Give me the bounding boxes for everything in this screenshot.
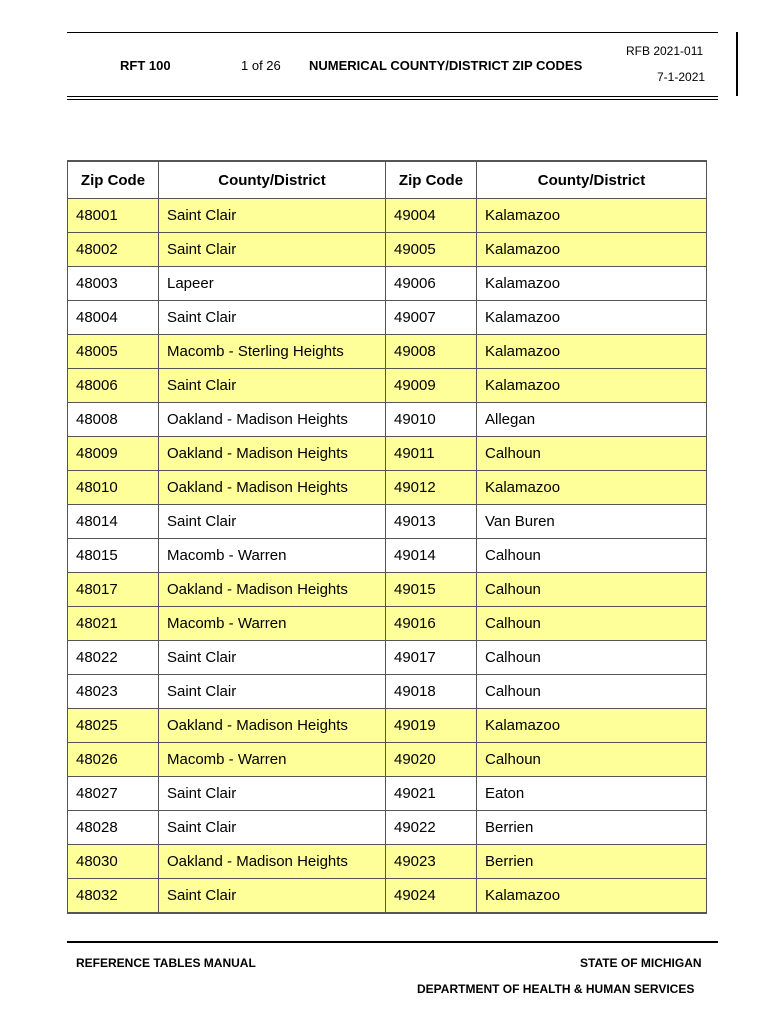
county-district-cell: Saint Clair <box>159 199 386 233</box>
table-row <box>68 845 707 879</box>
table-row <box>68 607 707 641</box>
zip-code-cell: 48006 <box>68 369 159 403</box>
county-district-cell: Oakland - Madison Heights <box>159 437 386 471</box>
table-row <box>68 335 707 369</box>
table-row <box>68 437 707 471</box>
county-district-cell: Calhoun <box>477 743 707 777</box>
zip-code-table <box>67 160 707 914</box>
table-row <box>68 811 707 845</box>
table-row <box>68 199 707 233</box>
header-bottom-rule-2 <box>67 99 718 100</box>
county-district-cell: Saint Clair <box>159 369 386 403</box>
bulletin-number: RFB 2021-011 <box>626 44 704 58</box>
county-district-cell: Kalamazoo <box>477 267 707 301</box>
county-district-cell: Van Buren <box>477 505 707 539</box>
zip-code-cell: 48017 <box>68 573 159 607</box>
zip-code-cell: 48030 <box>68 845 159 879</box>
zip-code-cell: 48026 <box>68 743 159 777</box>
table-row <box>68 573 707 607</box>
county-district-cell: Allegan <box>477 403 707 437</box>
zip-code-cell: 49007 <box>386 301 477 335</box>
zip-code-cell: 48014 <box>68 505 159 539</box>
county-district-cell: Berrien <box>477 845 707 879</box>
zip-code-cell: 49011 <box>386 437 477 471</box>
county-district-cell: Calhoun <box>477 675 707 709</box>
zip-code-cell: 48022 <box>68 641 159 675</box>
column-header: Zip Code <box>68 161 159 199</box>
zip-code-cell: 49023 <box>386 845 477 879</box>
county-district-cell: Saint Clair <box>159 301 386 335</box>
zip-code-cell: 48032 <box>68 879 159 914</box>
zip-code-cell: 49016 <box>386 607 477 641</box>
county-district-cell: Oakland - Madison Heights <box>159 403 386 437</box>
column-header: Zip Code <box>386 161 477 199</box>
header-side-bar <box>736 32 738 96</box>
zip-code-cell: 48002 <box>68 233 159 267</box>
header-top-rule <box>67 32 718 33</box>
zip-code-cell: 49012 <box>386 471 477 505</box>
bulletin-date: 7-1-2021 <box>657 70 706 84</box>
zip-code-cell: 49006 <box>386 267 477 301</box>
zip-code-cell: 49008 <box>386 335 477 369</box>
table-row <box>68 267 707 301</box>
table-row <box>68 777 707 811</box>
county-district-cell: Calhoun <box>477 641 707 675</box>
zip-code-cell: 49005 <box>386 233 477 267</box>
table-row <box>68 539 707 573</box>
table-row <box>68 369 707 403</box>
county-district-cell: Kalamazoo <box>477 471 707 505</box>
county-district-cell: Eaton <box>477 777 707 811</box>
table-row <box>68 675 707 709</box>
county-district-cell: Saint Clair <box>159 641 386 675</box>
zip-code-cell: 49010 <box>386 403 477 437</box>
footer-manual-name: REFERENCE TABLES MANUAL <box>76 956 256 970</box>
county-district-cell: Saint Clair <box>159 777 386 811</box>
column-header: County/District <box>477 161 707 199</box>
zip-code-cell: 49018 <box>386 675 477 709</box>
zip-code-cell: 49020 <box>386 743 477 777</box>
zip-code-cell: 49014 <box>386 539 477 573</box>
county-district-cell: Macomb - Warren <box>159 743 386 777</box>
county-district-cell: Kalamazoo <box>477 233 707 267</box>
county-district-cell: Oakland - Madison Heights <box>159 471 386 505</box>
zip-code-cell: 48027 <box>68 777 159 811</box>
zip-code-cell: 49013 <box>386 505 477 539</box>
page-title: NUMERICAL COUNTY/DISTRICT ZIP CODES <box>309 58 583 73</box>
table-row <box>68 743 707 777</box>
zip-code-cell: 48028 <box>68 811 159 845</box>
table-row <box>68 471 707 505</box>
header-bottom-rule <box>67 96 718 97</box>
table-body <box>68 199 707 914</box>
zip-code-cell: 49017 <box>386 641 477 675</box>
zip-code-cell: 49019 <box>386 709 477 743</box>
county-district-cell: Kalamazoo <box>477 301 707 335</box>
page-count: 1 of 26 <box>241 58 281 73</box>
county-district-cell: Calhoun <box>477 573 707 607</box>
county-district-cell: Oakland - Madison Heights <box>159 709 386 743</box>
zip-code-cell: 48001 <box>68 199 159 233</box>
zip-code-cell: 49024 <box>386 879 477 914</box>
footer-state: STATE OF MICHIGAN <box>580 956 702 970</box>
zip-code-table-container <box>67 160 706 914</box>
zip-code-cell: 49009 <box>386 369 477 403</box>
table-header-row <box>68 161 707 199</box>
form-id: RFT 100 <box>120 58 171 73</box>
zip-code-cell: 48004 <box>68 301 159 335</box>
zip-code-cell: 49015 <box>386 573 477 607</box>
zip-code-cell: 49021 <box>386 777 477 811</box>
county-district-cell: Macomb - Sterling Heights <box>159 335 386 369</box>
column-header: County/District <box>159 161 386 199</box>
zip-code-cell: 48021 <box>68 607 159 641</box>
table-row <box>68 403 707 437</box>
zip-code-cell: 48010 <box>68 471 159 505</box>
zip-code-cell: 48015 <box>68 539 159 573</box>
county-district-cell: Saint Clair <box>159 879 386 914</box>
county-district-cell: Oakland - Madison Heights <box>159 573 386 607</box>
footer-department: DEPARTMENT OF HEALTH & HUMAN SERVICES <box>417 982 695 996</box>
footer-rule <box>67 941 718 943</box>
county-district-cell: Oakland - Madison Heights <box>159 845 386 879</box>
county-district-cell: Saint Clair <box>159 505 386 539</box>
county-district-cell: Kalamazoo <box>477 335 707 369</box>
table-row <box>68 641 707 675</box>
county-district-cell: Kalamazoo <box>477 369 707 403</box>
zip-code-cell: 48009 <box>68 437 159 471</box>
table-row <box>68 879 707 914</box>
zip-code-cell: 48008 <box>68 403 159 437</box>
zip-code-cell: 49004 <box>386 199 477 233</box>
county-district-cell: Saint Clair <box>159 675 386 709</box>
zip-code-cell: 48025 <box>68 709 159 743</box>
county-district-cell: Kalamazoo <box>477 199 707 233</box>
table-row <box>68 233 707 267</box>
county-district-cell: Lapeer <box>159 267 386 301</box>
county-district-cell: Calhoun <box>477 539 707 573</box>
zip-code-cell: 48005 <box>68 335 159 369</box>
county-district-cell: Kalamazoo <box>477 709 707 743</box>
county-district-cell: Kalamazoo <box>477 879 707 914</box>
county-district-cell: Calhoun <box>477 437 707 471</box>
table-row <box>68 709 707 743</box>
county-district-cell: Macomb - Warren <box>159 607 386 641</box>
table-row <box>68 505 707 539</box>
county-district-cell: Calhoun <box>477 607 707 641</box>
county-district-cell: Macomb - Warren <box>159 539 386 573</box>
county-district-cell: Berrien <box>477 811 707 845</box>
zip-code-cell: 49022 <box>386 811 477 845</box>
county-district-cell: Saint Clair <box>159 811 386 845</box>
table-row <box>68 301 707 335</box>
zip-code-cell: 48023 <box>68 675 159 709</box>
zip-code-cell: 48003 <box>68 267 159 301</box>
county-district-cell: Saint Clair <box>159 233 386 267</box>
